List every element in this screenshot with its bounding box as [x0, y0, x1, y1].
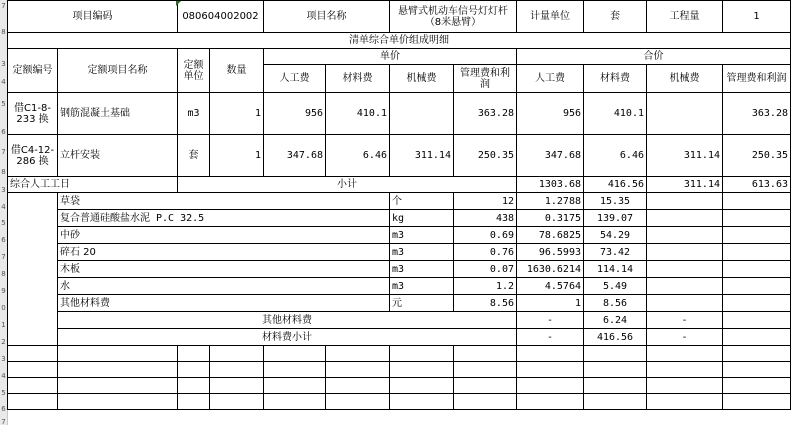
- unit-price-analysis-sheet: [7, 0, 791, 410]
- labor-days-label: 综合人工工日: [8, 177, 178, 193]
- item-mgmt[interactable]: 363.28: [454, 93, 517, 135]
- unit-label: 计量单位: [517, 1, 584, 33]
- row-number: 2: [1, 338, 6, 346]
- col-quota-unit: 定额单位: [178, 49, 210, 93]
- empty-cell[interactable]: [647, 346, 723, 362]
- material-est-total: [723, 278, 791, 295]
- empty-cell[interactable]: [58, 378, 178, 394]
- material-est-total: [723, 210, 791, 227]
- material-est-price: [647, 244, 723, 261]
- row-number: 4: [1, 203, 6, 211]
- empty-cell[interactable]: [264, 394, 326, 410]
- empty-cell[interactable]: [8, 394, 58, 410]
- col-machine: 机械费: [390, 65, 454, 93]
- material-qty[interactable]: 1.2: [454, 278, 517, 295]
- empty-cell[interactable]: [723, 346, 791, 362]
- row-number: 9: [1, 287, 6, 295]
- empty-cell[interactable]: [454, 362, 517, 378]
- subtotal-label: 小计: [178, 177, 517, 193]
- material-total[interactable]: 8.56: [584, 295, 647, 312]
- material-unit[interactable]: kg: [390, 210, 454, 227]
- row-number: 5: [1, 100, 6, 108]
- material-est-total: [723, 244, 791, 261]
- item-machine[interactable]: 311.14: [390, 135, 454, 177]
- material-est-price: [647, 193, 723, 210]
- empty-cell[interactable]: [584, 346, 647, 362]
- quantity-value[interactable]: 1: [723, 1, 791, 33]
- row-number: 3: [1, 186, 6, 194]
- item-quota-no[interactable]: 借C4-12-286 换: [8, 135, 58, 177]
- col-mgmt: 管理费和利润: [454, 65, 517, 93]
- empty-cell[interactable]: [454, 394, 517, 410]
- material-price[interactable]: 1.2788: [517, 193, 584, 210]
- row-number: 8: [1, 168, 6, 176]
- material-subtotal-est[interactable]: -: [647, 329, 723, 346]
- other-material-label: 其他材料费: [58, 312, 517, 329]
- material-group-blank: [8, 193, 58, 346]
- row-number: 6: [1, 236, 6, 244]
- material-unit[interactable]: 元: [390, 295, 454, 312]
- other-material-total[interactable]: 6.24: [584, 312, 647, 329]
- material-name[interactable]: 草袋: [58, 193, 390, 210]
- empty-cell[interactable]: [8, 362, 58, 378]
- item-unit[interactable]: 套: [178, 135, 210, 177]
- material-est-total: [723, 193, 791, 210]
- material-unit[interactable]: 个: [390, 193, 454, 210]
- material-name[interactable]: 其他材料费: [58, 295, 390, 312]
- empty-cell[interactable]: [584, 378, 647, 394]
- empty-cell[interactable]: [58, 394, 178, 410]
- material-unit[interactable]: m3: [390, 278, 454, 295]
- item-total-mgmt[interactable]: 363.28: [723, 93, 791, 135]
- material-total[interactable]: 15.35: [584, 193, 647, 210]
- material-unit[interactable]: m3: [390, 244, 454, 261]
- cell-comment-marker-icon: [176, 1, 181, 6]
- material-price[interactable]: 4.5764: [517, 278, 584, 295]
- col-unit-price: 单价: [264, 49, 517, 65]
- item-unit[interactable]: m3: [178, 93, 210, 135]
- material-unit[interactable]: m3: [390, 227, 454, 244]
- material-name[interactable]: 复合普通硅酸盐水泥 P.C 32.5: [58, 210, 390, 227]
- material-qty[interactable]: 12: [454, 193, 517, 210]
- material-qty[interactable]: 8.56: [454, 295, 517, 312]
- empty-cell[interactable]: [390, 346, 454, 362]
- empty-cell[interactable]: [647, 362, 723, 378]
- section-title: 清单综合单价组成明细: [8, 33, 791, 49]
- material-est-price: [647, 227, 723, 244]
- item-material[interactable]: 6.46: [326, 135, 390, 177]
- item-mgmt[interactable]: 250.35: [454, 135, 517, 177]
- material-total[interactable]: 5.49: [584, 278, 647, 295]
- material-name[interactable]: 碎石 20: [58, 244, 390, 261]
- item-name[interactable]: 钢筋混凝土基础: [58, 93, 178, 135]
- material-name[interactable]: 中砂: [58, 227, 390, 244]
- subtotal-material[interactable]: 416.56: [584, 177, 647, 193]
- material-est-price: [647, 261, 723, 278]
- project-name-label: 项目名称: [264, 1, 390, 33]
- material-qty[interactable]: 0.76: [454, 244, 517, 261]
- empty-cell[interactable]: [647, 378, 723, 394]
- item-count[interactable]: 1: [210, 135, 264, 177]
- empty-cell[interactable]: [264, 378, 326, 394]
- subtotal-mgmt[interactable]: 613.63: [723, 177, 791, 193]
- item-labor[interactable]: 347.68: [264, 135, 326, 177]
- item-total-labor[interactable]: 347.68: [517, 135, 584, 177]
- item-total-material[interactable]: 410.1: [584, 93, 647, 135]
- empty-cell[interactable]: [8, 378, 58, 394]
- item-material[interactable]: 410.1: [326, 93, 390, 135]
- material-subtotal-row: [8, 329, 791, 346]
- empty-cell[interactable]: [517, 378, 584, 394]
- empty-cell[interactable]: [326, 394, 390, 410]
- item-machine[interactable]: [390, 93, 454, 135]
- empty-cell[interactable]: [517, 362, 584, 378]
- empty-cell[interactable]: [326, 346, 390, 362]
- item-count[interactable]: 1: [210, 93, 264, 135]
- col-quota-name: 定额项目名称: [58, 49, 178, 93]
- empty-row: [8, 346, 791, 362]
- col-total-material: 材料费: [584, 65, 647, 93]
- item-total-material[interactable]: 6.46: [584, 135, 647, 177]
- material-est-total: [723, 295, 791, 312]
- row-number: 6: [1, 128, 6, 136]
- item-total-labor[interactable]: 956: [517, 93, 584, 135]
- summary-row: [8, 177, 791, 193]
- material-total[interactable]: 139.07: [584, 210, 647, 227]
- row-number: 8: [1, 28, 6, 36]
- empty-row: [8, 362, 791, 378]
- col-labor: 人工费: [264, 65, 326, 93]
- empty-cell[interactable]: [390, 362, 454, 378]
- row-number: 7: [1, 148, 6, 156]
- empty-cell[interactable]: [210, 394, 264, 410]
- row-number: 4: [1, 372, 6, 380]
- material-est-price: [647, 295, 723, 312]
- other-material-price[interactable]: -: [517, 312, 584, 329]
- project-name-value[interactable]: 悬臂式机动车信号灯灯杆（8米悬臂）: [390, 1, 517, 33]
- material-price[interactable]: 0.3175: [517, 210, 584, 227]
- item-name[interactable]: 立杆安装: [58, 135, 178, 177]
- row-number: 7: [1, 2, 6, 10]
- material-qty[interactable]: 438: [454, 210, 517, 227]
- material-price[interactable]: 96.5993: [517, 244, 584, 261]
- unit-value[interactable]: 套: [584, 1, 647, 33]
- col-total-mgmt: 管理费和利润: [723, 65, 791, 93]
- empty-cell[interactable]: [647, 394, 723, 410]
- empty-row: [8, 378, 791, 394]
- empty-cell[interactable]: [326, 378, 390, 394]
- col-total-price: 合价: [517, 49, 791, 65]
- col-quota-no: 定额编号: [8, 49, 58, 93]
- material-unit[interactable]: m3: [390, 261, 454, 278]
- project-code-label: 项目编码: [8, 1, 178, 33]
- material-est-price: [647, 278, 723, 295]
- empty-cell[interactable]: [390, 394, 454, 410]
- empty-cell[interactable]: [454, 378, 517, 394]
- row-number: 3: [1, 60, 6, 68]
- material-row: [8, 244, 791, 261]
- row-number: 1: [1, 321, 6, 329]
- item-total-machine[interactable]: 311.14: [647, 135, 723, 177]
- col-total-machine: 机械费: [647, 65, 723, 93]
- material-est-total: [723, 227, 791, 244]
- material-subtotal-price[interactable]: -: [517, 329, 584, 346]
- empty-cell[interactable]: [584, 394, 647, 410]
- empty-cell[interactable]: [264, 346, 326, 362]
- row-number: 3: [1, 355, 6, 363]
- material-name[interactable]: 木板: [58, 261, 390, 278]
- empty-cell[interactable]: [517, 346, 584, 362]
- empty-cell[interactable]: [58, 362, 178, 378]
- subtotal-machine[interactable]: 311.14: [647, 177, 723, 193]
- empty-cell[interactable]: [454, 346, 517, 362]
- row-number: 5: [1, 219, 6, 227]
- row-number: 8: [1, 270, 6, 278]
- item-total-machine[interactable]: [647, 93, 723, 135]
- empty-cell[interactable]: [584, 362, 647, 378]
- other-material-row: [8, 312, 791, 329]
- material-est-total: [723, 261, 791, 278]
- row-number: 7: [1, 418, 6, 425]
- empty-cell[interactable]: [178, 346, 210, 362]
- col-total-labor: 人工费: [517, 65, 584, 93]
- row-number: 4: [1, 78, 6, 86]
- col-count: 数量: [210, 49, 264, 93]
- empty-cell[interactable]: [390, 378, 454, 394]
- material-row: [8, 295, 791, 312]
- empty-cell[interactable]: [326, 362, 390, 378]
- material-subtotal-label: 材料费小计: [58, 329, 517, 346]
- material-qty[interactable]: 0.07: [454, 261, 517, 278]
- item-total-mgmt[interactable]: 250.35: [723, 135, 791, 177]
- material-price[interactable]: 1: [517, 295, 584, 312]
- empty-cell[interactable]: [264, 362, 326, 378]
- col-material: 材料费: [326, 65, 390, 93]
- item-labor[interactable]: 956: [264, 93, 326, 135]
- subtotal-labor[interactable]: 1303.68: [517, 177, 584, 193]
- other-material-est-total: [723, 312, 791, 329]
- row-number: 5: [1, 389, 6, 397]
- material-est-price: [647, 210, 723, 227]
- empty-cell[interactable]: [210, 362, 264, 378]
- material-subtotal-total[interactable]: 416.56: [584, 329, 647, 346]
- material-price[interactable]: 78.6825: [517, 227, 584, 244]
- empty-cell[interactable]: [723, 394, 791, 410]
- empty-cell[interactable]: [178, 394, 210, 410]
- empty-cell[interactable]: [210, 378, 264, 394]
- empty-cell[interactable]: [58, 346, 178, 362]
- material-row: [8, 227, 791, 244]
- material-total[interactable]: 114.14: [584, 261, 647, 278]
- empty-row: [8, 394, 791, 410]
- item-quota-no[interactable]: 借C1-8-233 换: [8, 93, 58, 135]
- material-total[interactable]: 54.29: [584, 227, 647, 244]
- row-number: 7: [1, 253, 6, 261]
- empty-cell[interactable]: [178, 378, 210, 394]
- empty-cell[interactable]: [178, 362, 210, 378]
- table-row: [8, 93, 791, 135]
- project-code-value[interactable]: 080604002002: [178, 1, 264, 33]
- material-row: [8, 210, 791, 227]
- material-price[interactable]: 1630.6214: [517, 261, 584, 278]
- empty-cell[interactable]: [517, 394, 584, 410]
- empty-cell[interactable]: [723, 378, 791, 394]
- material-total[interactable]: 73.42: [584, 244, 647, 261]
- row-number: 6: [1, 405, 6, 413]
- quantity-label: 工程量: [647, 1, 723, 33]
- empty-cell[interactable]: [210, 346, 264, 362]
- row-number: 0: [1, 304, 6, 312]
- material-row: [8, 278, 791, 295]
- material-subtotal-est-total: [723, 329, 791, 346]
- material-name[interactable]: 水: [58, 278, 390, 295]
- other-material-est[interactable]: -: [647, 312, 723, 329]
- material-row: [8, 193, 791, 210]
- empty-cell[interactable]: [8, 346, 58, 362]
- material-row: [8, 261, 791, 278]
- table-row: [8, 135, 791, 177]
- material-qty[interactable]: 0.69: [454, 227, 517, 244]
- empty-cell[interactable]: [723, 362, 791, 378]
